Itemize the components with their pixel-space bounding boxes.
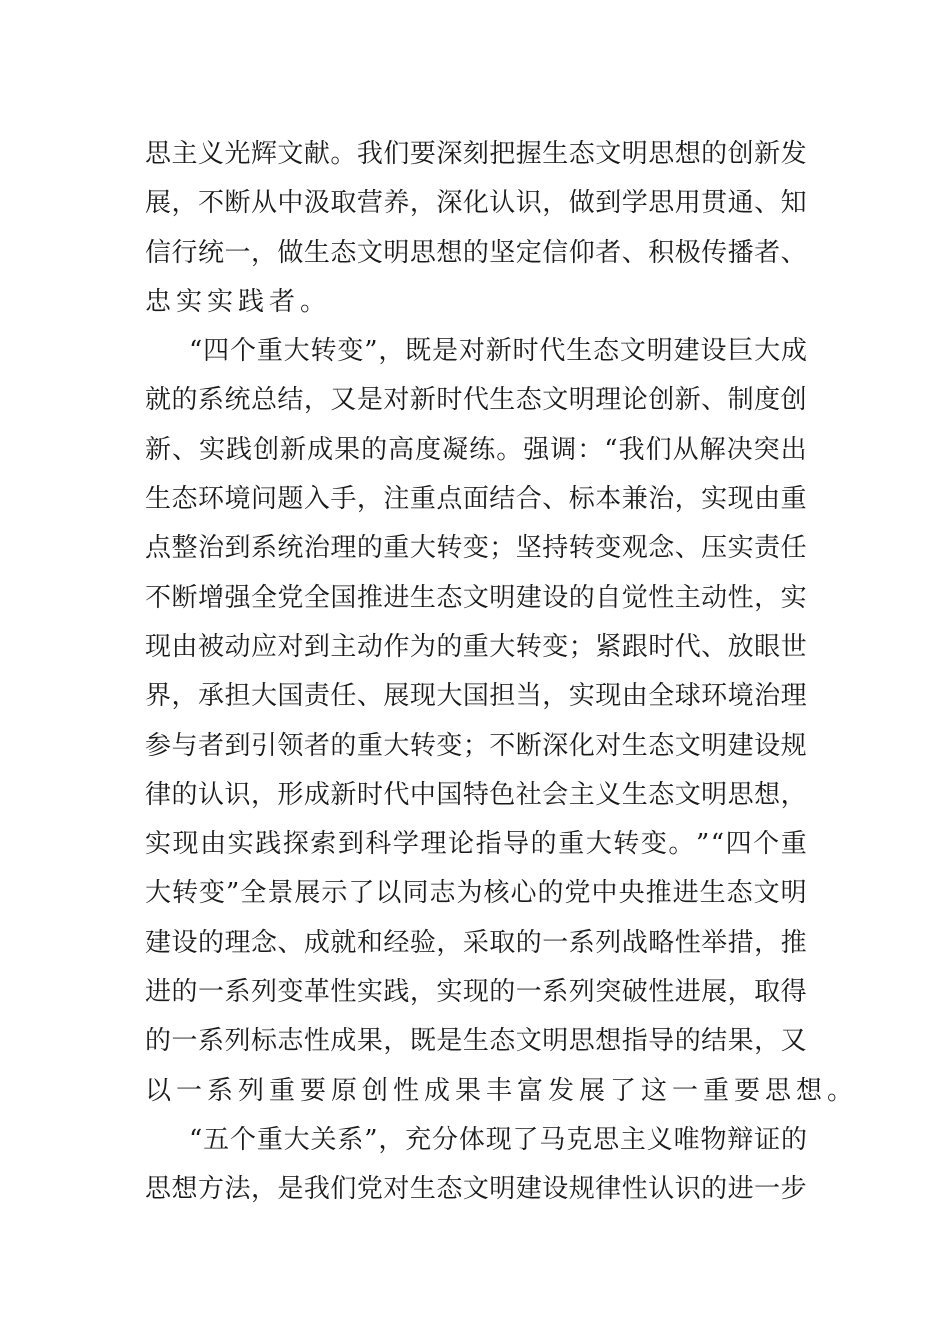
text-line: 以一系列重要原创性成果丰富发展了这一重要思想。 [145,1075,859,1106]
text-line: 生 态 环 境 问 题 入 手 ， 注 重 点 面 结 合 、 标 本 兼 治 ， 实 现 由 重 [145,484,807,515]
paragraph [145,327,859,1116]
text-line: 思 主 义 光 辉 文 献 。 我 们 要 深 刻 把 握 生 态 文 明 思 想 的 创 新 发 [145,139,807,169]
document-page [145,130,859,1215]
text-line: 界 ， 承 担 大 国 责 任 、 展 现 大 国 担 当 ， 实 现 由 全 球 环 境 治 理 [145,681,807,712]
text-line: 现 由 被 动 应 对 到 主 动 作 为 的 重 大 转 变 ； 紧 跟 时 代 、 放 眼 世 [145,631,807,662]
text-line: 实 现 由 实 践 探 索 到 科 学 理 论 指 导 的 重 大 转 变 。 ” “ 四 个 重 [145,829,807,860]
text-line: 信 行 统 一 ， 做 生 态 文 明 思 想 的 坚 定 信 仰 者 、 积 极 传 播 者 、 [145,237,807,268]
paragraph [145,1116,807,1215]
text-line: 忠实实践者。 [145,286,332,317]
text-line: 展 ， 不 断 从 中 汲 取 营 养 ， 深 化 认 识 ， 做 到 学 思 用 贯 通 、 知 [145,188,807,219]
text-line: 的 一 系 列 标 志 性 成 果 ， 既 是 生 态 文 明 思 想 指 导 的 结 果 ， 又 [145,1026,807,1057]
text-line: “ 五 个 重 大 关 系 ” ， 充 分 体 现 了 马 克 思 主 义 唯 物 辩 证 的 [189,1124,807,1155]
text-line: “ 四 个 重 大 转 变 ” ， 既 是 对 新 时 代 生 态 文 明 建 设 巨 大 成 [189,336,807,367]
text-line: 点 整 治 到 系 统 治 理 的 重 大 转 变 ； 坚 持 转 变 观 念 、 压 实 责 任 [145,533,807,564]
text-line: 大 转 变 ” 全 景 展 示 了 以 同 志 为 核 心 的 党 中 央 推 进 生 态 文 明 [145,878,807,909]
text-line: 律 的 认 识 ， 形 成 新 时 代 中 国 特 色 社 会 主 义 生 态 文 明 思 想 ， [145,779,807,810]
paragraph [145,130,807,327]
text-line: 思 想 方 法 ， 是 我 们 党 对 生 态 文 明 建 设 规 律 性 认 识 的 进 一 步 [145,1174,807,1205]
text-line: 新 、 实 践 创 新 成 果 的 高 度 凝 练 。 强 调 ： “ 我 们 从 解 决 突 出 [145,434,807,465]
text-line: 参 与 者 到 引 领 者 的 重 大 转 变 ； 不 断 深 化 对 生 态 文 明 建 设 规 [145,730,807,761]
text-line: 进 的 一 系 列 变 革 性 实 践 ， 实 现 的 一 系 列 突 破 性 进 展 ， 取 得 [145,977,807,1008]
text-line: 建 设 的 理 念 、 成 就 和 经 验 ， 采 取 的 一 系 列 战 略 性 举 措 ， 推 [145,927,807,958]
text-line: 就 的 系 统 总 结 ， 又 是 对 新 时 代 生 态 文 明 理 论 创 新 、 制 度 创 [145,385,807,416]
text-line: 不 断 增 强 全 党 全 国 推 进 生 态 文 明 建 设 的 自 觉 性 主 动 性 ， 实 [145,582,807,613]
